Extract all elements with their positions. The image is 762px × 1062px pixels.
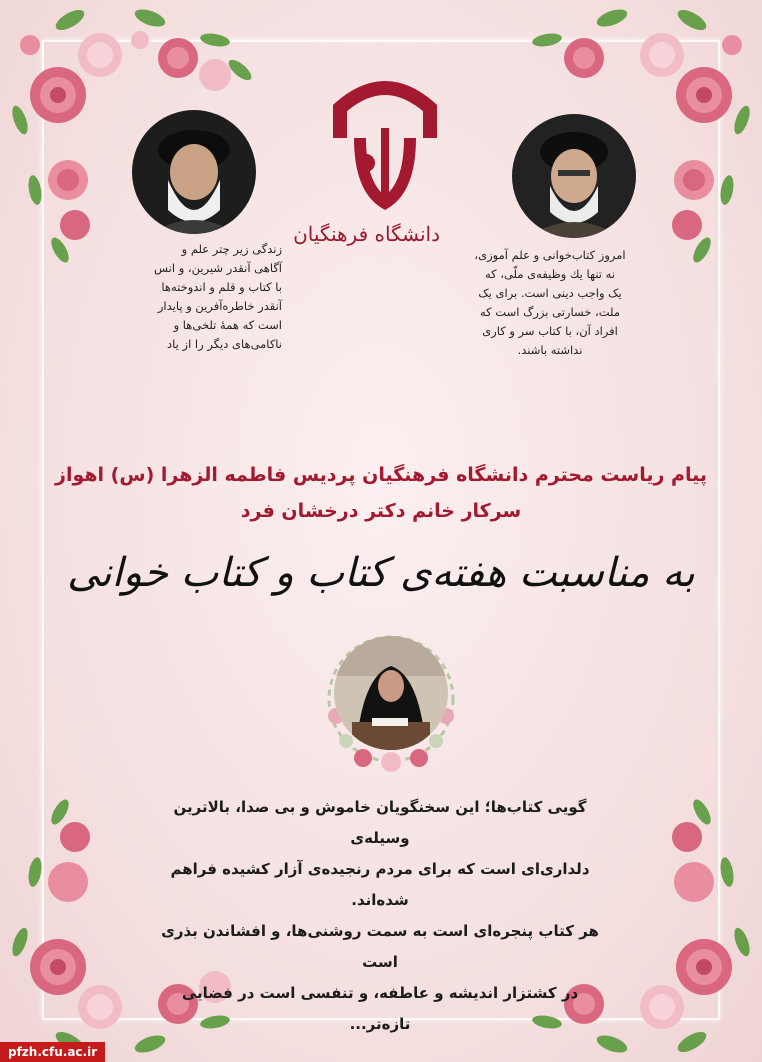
university-logo [293,68,440,258]
body-line: در کشتزار اندیشه و عاطفه، و تنفسی است در فضایی تازه‌تر... [181,984,579,1033]
quote-line: امروز کتاب‌خوانی و علم آموزی، [474,248,626,262]
quote-left [132,240,282,354]
title-line-2: سرکار خانم دکتر درخشان فرد [240,500,522,522]
quote-line: آگاهی آنقدر شیرین، و انس [154,261,282,275]
site-watermark: pfzh.cfu.ac.ir [0,1042,105,1062]
quote-line: ملت، خسارتی بزرگ است که [480,305,620,319]
body-line: گویی کتاب‌ها؛ این سخنگویان خاموش و بی صدا، بالاترین وسیله‌ی [173,798,587,847]
body-line: هر کتاب پنجره‌ای است به سمت روشنی‌ها، و افشاندن بذری است [161,922,599,971]
body-line: دلداری‌ای است که برای مردم رنجیده‌ی آزار کشیده فراهم شده‌اند. [170,860,590,909]
message-body [150,792,610,1040]
portrait-right [512,114,636,238]
quote-line: با کتاب و قلم و اندوخته‌ها [161,280,282,294]
quote-line: است که همهٔ تلخی‌ها و [173,318,282,332]
president-photo-image [334,636,448,750]
title-line-1: پیام ریاست محترم دانشگاه فرهنگیان پردیس فاطمه الزهرا (س) اهواز [55,464,707,486]
quote-line: یک واجب دینی است. برای یک [478,286,622,300]
quote-line: آنقدر خاطره‌آفرین و پایدار [157,299,282,313]
quote-line: افراد آن، با کتاب سر و کاری [482,324,618,338]
portrait-left [132,110,256,234]
quote-line: زندگی زیر چتر علم و [181,242,282,256]
quote-line: نداشته باشند. [517,343,583,357]
logo-text: دانشگاه فرهنگیان [293,222,440,246]
quote-right [470,246,630,360]
president-photo [318,626,464,772]
farhangian-logo-icon [330,68,440,218]
quote-line: نه تنها یك وظیفه‌ی ملّی، که [484,267,616,281]
quote-line: ناکامی‌های دیگر را از یاد [167,337,282,351]
calligraphy-heading: به مناسبت هفته‌ی کتاب و کتاب خوانی [67,550,695,596]
